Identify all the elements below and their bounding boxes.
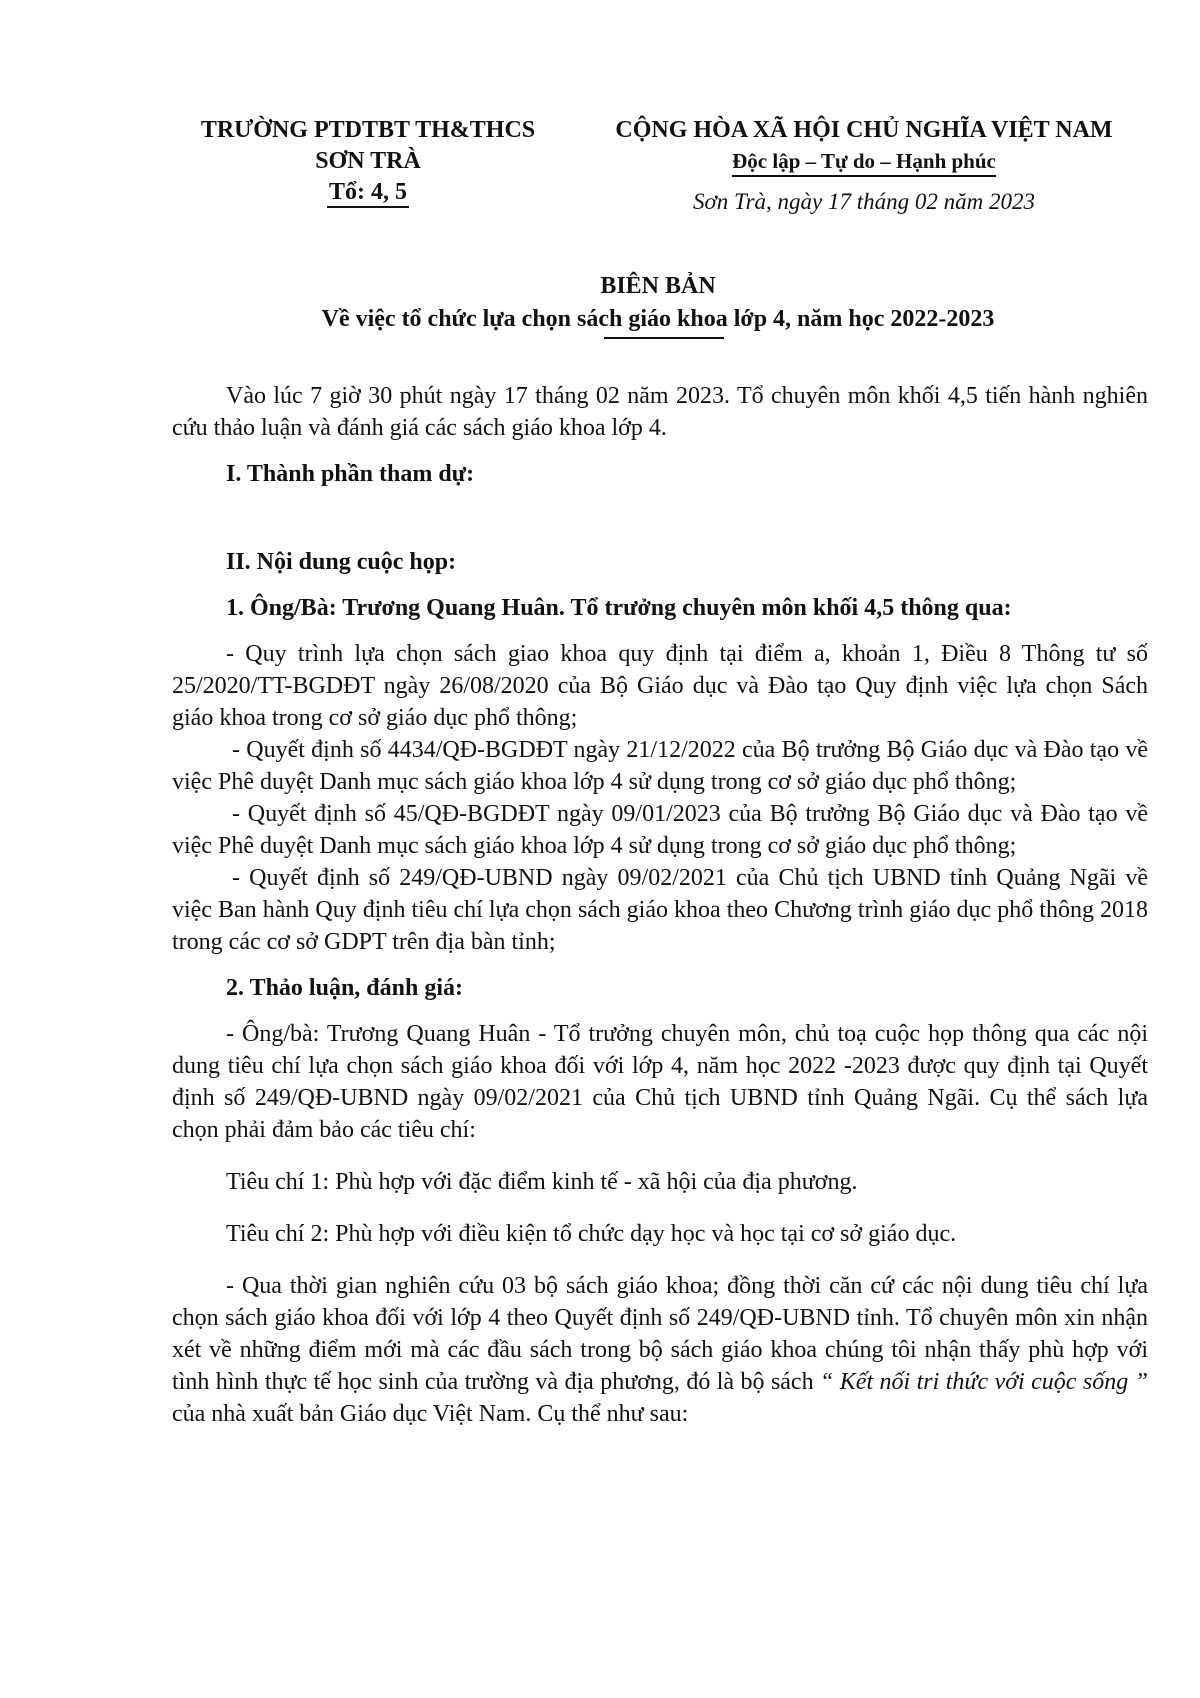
national-header bbox=[584, 115, 1144, 177]
conclusion-paragraph bbox=[172, 1270, 1148, 1430]
place-date: Sơn Trà, ngày 17 tháng 02 năm 2023 bbox=[693, 189, 1035, 214]
group-label: Tổ: 4, 5 bbox=[327, 179, 409, 208]
school-header bbox=[168, 115, 568, 208]
regulation-bullet: - Quyết định số 45/QĐ-BGDĐT ngày 09/01/2023 của Bộ trưởng Bộ Giáo dục và Đào tạo về việc Phê duyệt Danh mục sách giáo khoa lớp 4 sử dụng trong cơ sở giáo dục phổ thông; bbox=[172, 801, 1148, 859]
conclusion-text-a: - Qua thời gian nghiên cứu 03 bộ sách giáo khoa; đồng thời căn cứ các nội dung tiêu chí lựa chọn sách giáo khoa đối với lớp 4 theo Quyết định số 249/QĐ-UBND tỉnh. Tổ chuyên môn xin nhận xét về những điểm mới mà các đầu sách trong bộ sách giáo khoa chúng tôi nhận thấy phù hợp với tình hình thực tế học sinh của trường và địa phương, đó là bộ sách bbox=[172, 1273, 1148, 1395]
title-main: BIÊN BẢN bbox=[600, 273, 716, 299]
item-2-heading: 2. Thảo luận, đánh giá: bbox=[226, 975, 463, 1001]
national-motto: Độc lập – Tự do – Hạnh phúc bbox=[732, 148, 996, 177]
document-title bbox=[168, 270, 1148, 336]
regulation-bullet: - Quyết định số 4434/QĐ-BGDĐT ngày 21/12/2022 của Bộ trưởng Bộ Giáo dục và Đào tạo về việc Phê duyệt Danh mục sách giáo khoa lớp 4 sử dụng trong cơ sở giáo dục phổ thông; bbox=[172, 737, 1148, 795]
criteria-1: Tiêu chí 1: Phù hợp với đặc điểm kinh tế - xã hội của địa phương. bbox=[226, 1169, 858, 1195]
school-name-line2: SƠN TRÀ bbox=[315, 148, 421, 174]
section-2-heading: II. Nội dung cuộc họp: bbox=[226, 549, 457, 575]
school-name-line1: TRƯỜNG PTDTBT TH&THCS bbox=[200, 117, 536, 143]
discussion-paragraph: - Ông/bà: Trương Quang Huân - Tổ trưởng chuyên môn, chủ toạ cuộc họp thông qua các nội dung tiêu chí lựa chọn sách giáo khoa đối với lớp 4, năm học 2022 -2023 được quy định tại Quyết định số 249/QĐ-UBND ngày 09/02/2021 của Chủ tịch UBND tỉnh Quảng Ngãi. Cụ thể sách lựa chọn phải đảm bảo các tiêu chí: bbox=[172, 1021, 1148, 1143]
regulation-bullet: - Quyết định số 249/QĐ-UBND ngày 09/02/2021 của Chủ tịch UBND tỉnh Quảng Ngãi về việc Ban hành Quy định tiêu chí lựa chọn sách giáo khoa theo Chương trình giáo dục phổ thông 2018 trong các cơ sở GDPT trên địa bàn tỉnh; bbox=[172, 865, 1148, 955]
intro-paragraph: Vào lúc 7 giờ 30 phút ngày 17 tháng 02 năm 2023. Tổ chuyên môn khối 4,5 tiến hành nghiên cứu thảo luận và đánh giá các sách giáo khoa lớp 4. bbox=[172, 383, 1148, 441]
conclusion-text-b: của nhà xuất bản Giáo dục Việt Nam. Cụ thể như sau: bbox=[172, 1401, 689, 1427]
criteria-2: Tiêu chí 2: Phù hợp với điều kiện tổ chức dạy học và học tại cơ sở giáo dục. bbox=[226, 1221, 957, 1247]
document-body bbox=[172, 380, 1148, 1430]
national-title: CỘNG HÒA XÃ HỘI CHỦ NGHĨA VIỆT NAM bbox=[615, 117, 1113, 143]
item-1-heading: 1. Ông/Bà: Trương Quang Huân. Tổ trưởng chuyên môn khối 4,5 thông qua: bbox=[226, 595, 1012, 621]
regulation-bullet: - Quy trình lựa chọn sách giao khoa quy định tại điểm a, khoản 1, Điều 8 Thông tư số 25/2020/TT-BGDĐT ngày 26/08/2020 của Bộ Giáo dục và Đào tạo Quy định việc lựa chọn Sách giáo khoa trong cơ sở giáo dục phổ thông; bbox=[172, 641, 1148, 731]
title-underline bbox=[604, 337, 724, 339]
title-subject: Về việc tổ chức lựa chọn sách giáo khoa lớp 4, năm học 2022-2023 bbox=[321, 306, 995, 332]
book-series-name: “ Kết nối tri thức với cuộc sống ” bbox=[820, 1369, 1148, 1395]
section-1-heading: I. Thành phần tham dự: bbox=[226, 461, 475, 487]
